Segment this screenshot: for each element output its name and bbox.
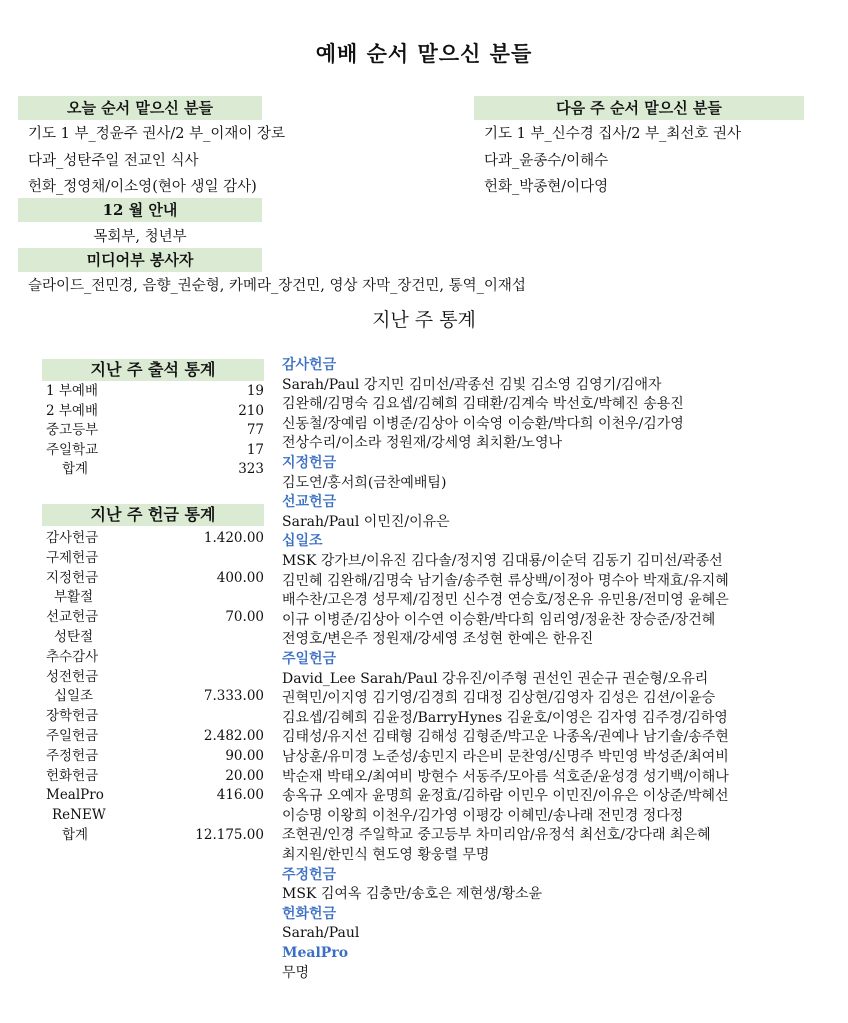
donor-heading: 십일조 (282, 533, 323, 550)
donor-line: 김완해/김명숙 김요셉/김혜희 김태환/김계숙 박선호/박혜진 송용진 (282, 396, 684, 413)
today-header: 오늘 순서 맡으신 분들 (18, 96, 262, 120)
stat-value: 7.333.00 (203, 688, 264, 705)
donor-line: 신동철/장예림 이병준/김상아 이숙영 이승환/박다희 이천우/김가영 (282, 415, 684, 432)
stat-row (46, 608, 264, 627)
next-line: 헌화_박종현/이다영 (484, 179, 609, 195)
donor-line: 송옥규 오예자 윤명희 윤정효/김하람 이민우 이민진/이유은 이상준/박혜선 (282, 788, 729, 805)
stat-label: 주일학교 (46, 441, 99, 458)
page-title: 예배 순서 맡으신 분들 (315, 41, 533, 66)
stat-row (46, 648, 264, 667)
donor-heading: 헌화헌금 (282, 905, 337, 922)
donor-line: MSK 김여옥 김충만/송호은 제현생/황소윤 (282, 886, 543, 903)
december-header: 12 월 안내 (18, 198, 262, 222)
stat-value: 210 (238, 402, 264, 419)
stat-row (46, 668, 264, 687)
donor-line: Sarah/Paul 이민진/이유은 (282, 513, 450, 530)
stat-row (46, 786, 264, 805)
stats-title: 지난 주 통계 (372, 309, 476, 331)
next-line: 다과_윤종수/이해수 (484, 153, 609, 169)
stat-value: 17 (246, 441, 264, 458)
donor-line: 조현권/인경 주일학교 중고등부 차미리암/유정석 최선호/강다래 최은혜 (282, 827, 711, 844)
donor-heading: 주정헌금 (282, 866, 337, 883)
stat-row (46, 549, 264, 568)
stat-value: 400.00 (216, 569, 264, 586)
stat-row (46, 588, 264, 607)
donor-line: MSK 강가브/이유진 김다솔/정지영 김대룡/이순덕 김동기 김미선/곽종선 (282, 553, 723, 569)
next-line: 기도 1 부_신수경 집사/2 부_최선호 권사 (484, 126, 741, 142)
media-header: 미디어부 봉사자 (18, 248, 262, 272)
stat-row (46, 767, 264, 786)
donor-line: 전상수리/이소라 정원재/강세영 최치환/노영나 (282, 435, 563, 452)
donor-line: 이승명 이왕희 이천우/김가영 이평강 이혜민/송나래 전민경 정다정 (282, 807, 684, 824)
today-line: 다과_성탄주일 전교인 식사 (28, 153, 199, 169)
donor-line: 무명 (282, 964, 310, 981)
stat-label: 2 부예배 (46, 402, 99, 419)
stat-row (46, 460, 264, 479)
stat-row (46, 382, 264, 401)
stat-label: 선교헌금 (46, 609, 99, 626)
stat-value: 77 (246, 422, 264, 438)
today-line: 헌화_정영채/이소영(현아 생일 감사) (28, 179, 257, 195)
stat-label: 부활절 (54, 589, 94, 606)
donor-heading: 지정헌금 (282, 455, 337, 471)
stat-row (46, 806, 264, 825)
stat-value: 1.420.00 (203, 530, 264, 546)
stat-label: 지정헌금 (46, 569, 99, 586)
donor-heading: 선교헌금 (282, 494, 337, 511)
stat-row (46, 441, 264, 460)
stat-label: 성전헌금 (46, 668, 99, 685)
stat-label: 중고등부 (46, 422, 99, 438)
stat-row (46, 826, 264, 845)
stat-value: 90.00 (225, 747, 264, 764)
stat-value: 323 (238, 461, 264, 477)
stat-row (46, 707, 264, 726)
stat-label: 십일조 (54, 688, 94, 705)
stat-label: 구제헌금 (46, 549, 99, 566)
stat-row (46, 628, 264, 647)
next-header: 다음 주 순서 맡으신 분들 (474, 96, 804, 120)
donor-line: 전영호/변은주 정원재/강세영 조성현 한예은 한유진 (282, 631, 594, 648)
stat-label: 주일헌금 (46, 728, 99, 744)
stat-row (46, 421, 264, 440)
donor-line: Sarah/Paul 강지민 김미선/곽종선 김빛 김소영 김영기/김애자 (282, 376, 662, 393)
stat-label: 헌화헌금 (46, 767, 99, 784)
stat-row (46, 687, 264, 706)
donor-line: 김도연/홍서희(금찬예배팀) (282, 474, 447, 491)
stat-label: 감사헌금 (46, 530, 99, 546)
donor-line: 남상훈/유미경 노준성/송민지 라은비 문찬영/신명주 박민영 박성준/최여비 (282, 749, 729, 765)
stat-value: 20.00 (225, 767, 264, 784)
donor-heading: MealPro (282, 945, 349, 961)
december-text: 목회부, 청년부 (93, 229, 187, 245)
donor-line: 김요셉/김혜희 김윤정/BarryHynes 김윤호/이영은 김자영 김주경/김하영 (282, 709, 728, 726)
stat-label: MealPro (46, 787, 104, 804)
stat-value: 70.00 (225, 609, 264, 626)
stat-label: 성탄절 (54, 629, 94, 645)
stat-value: 416.00 (216, 787, 264, 804)
donor-line: 권혁민/이지영 김기영/김경희 김대정 김상현/김영자 김성은 김션/이윤승 (282, 690, 716, 707)
stat-value: 19 (246, 383, 264, 399)
media-text: 슬라이드_전민경, 음향_권순형, 카메라_장건민, 영상 자막_장건민, 통역_이재섭 (28, 278, 526, 294)
stat-label: 추수감사 (46, 648, 99, 665)
donor-line: 김태성/유지선 김태형 김해성 김형준/박고운 나종옥/권예나 남기솔/송주현 (282, 729, 729, 746)
stat-row (46, 747, 264, 766)
stat-label: 주정헌금 (46, 747, 99, 764)
donor-heading: 감사헌금 (282, 357, 337, 373)
stat-row (46, 529, 264, 548)
donor-line: Sarah/Paul (282, 925, 360, 942)
attendance-header: 지난 주 출석 통계 (42, 359, 264, 381)
stat-label: 합계 (62, 461, 89, 477)
donor-line: 김민혜 김완해/김명숙 남기솔/송주현 류상백/이정아 명수아 박재효/유지혜 (282, 572, 729, 589)
stat-value: 2.482.00 (203, 728, 264, 744)
donor-line: 배수찬/고은경 성무제/김정민 신수경 연승호/정온유 유민용/전미영 윤혜은 (282, 592, 729, 609)
stat-row (46, 569, 264, 588)
stat-label: 합계 (62, 827, 89, 843)
donor-heading: 주일헌금 (282, 651, 337, 667)
donor-line: 박순재 박태오/최여비 방현수 서동주/모아름 석호준/윤성경 성기백/이해나 (282, 768, 729, 785)
stat-label: ReNEW (52, 807, 106, 824)
donor-line: 최지원/한민식 현도영 황웅렬 무명 (282, 847, 490, 863)
donor-line: David_Lee Sarah/Paul 강유진/이주형 권선인 권순규 권순형/오유리 (282, 670, 709, 687)
stat-label: 장학헌금 (46, 708, 99, 725)
stat-row (46, 727, 264, 746)
stat-label: 1 부예배 (46, 383, 99, 399)
stat-row (46, 402, 264, 421)
offering-header: 지난 주 헌금 통계 (42, 504, 264, 526)
donor-line: 이규 이병준/김상아 이수연 이승환/박다희 임리영/정윤찬 장승준/장건혜 (282, 611, 716, 628)
stat-value: 12.175.00 (195, 827, 264, 843)
today-line: 기도 1 부_정윤주 권사/2 부_이재이 장로 (28, 126, 285, 142)
